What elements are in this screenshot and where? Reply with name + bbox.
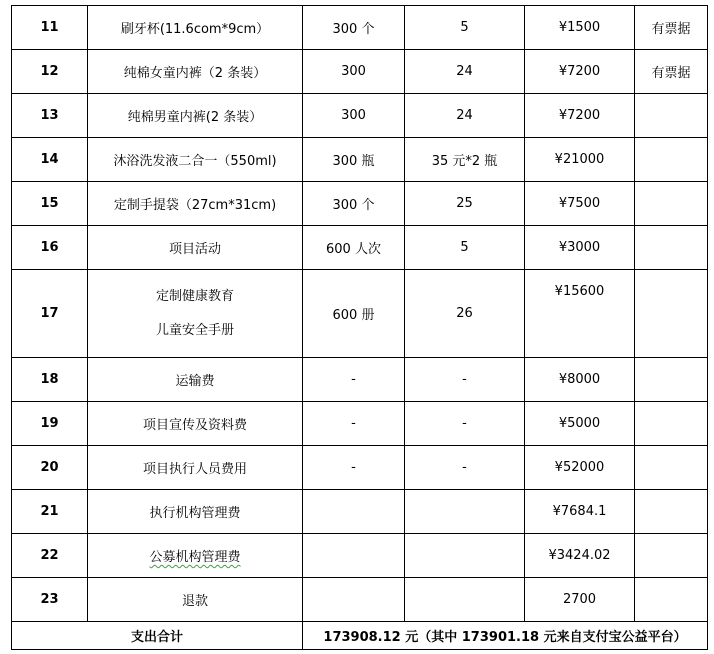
- item-amount: ¥3000: [525, 226, 635, 270]
- row-number: 12: [12, 50, 88, 94]
- item-quantity: -: [303, 358, 405, 402]
- total-value: 173908.12 元（其中 173901.18 元来自支付宝公益平台）: [303, 622, 708, 650]
- item-quantity: 300 个: [303, 182, 405, 226]
- item-unit-price: 5: [405, 226, 525, 270]
- table-row: [12, 446, 708, 490]
- table-row: [12, 534, 708, 578]
- item-amount: ¥5000: [525, 402, 635, 446]
- table-row: [12, 50, 708, 94]
- table-row: [12, 402, 708, 446]
- total-label: 支出合计: [12, 622, 303, 650]
- item-name: 退款: [88, 578, 303, 622]
- item-amount: 2700: [525, 578, 635, 622]
- table-row: [12, 94, 708, 138]
- item-unit-price: [405, 534, 525, 578]
- item-quantity: -: [303, 446, 405, 490]
- expense-table: [11, 5, 708, 650]
- item-name: 项目宣传及资料费: [88, 402, 303, 446]
- item-amount: ¥7200: [525, 50, 635, 94]
- row-number: 21: [12, 490, 88, 534]
- item-quantity: [303, 534, 405, 578]
- item-amount: ¥15600: [525, 270, 635, 358]
- item-note: [635, 226, 708, 270]
- item-unit-price: [405, 490, 525, 534]
- item-name: 项目执行人员费用: [88, 446, 303, 490]
- row-number: 19: [12, 402, 88, 446]
- table-row: [12, 182, 708, 226]
- item-note: [635, 138, 708, 182]
- row-number: 22: [12, 534, 88, 578]
- item-unit-price: 5: [405, 6, 525, 50]
- item-unit-price: [405, 578, 525, 622]
- item-note: [635, 578, 708, 622]
- item-note: 有票据: [635, 50, 708, 94]
- item-unit-price: 35 元*2 瓶: [405, 138, 525, 182]
- item-name: 运输费: [88, 358, 303, 402]
- item-amount: ¥21000: [525, 138, 635, 182]
- item-quantity: 600 册: [303, 270, 405, 358]
- item-note: [635, 534, 708, 578]
- row-number: 18: [12, 358, 88, 402]
- row-number: 20: [12, 446, 88, 490]
- table-row: [12, 226, 708, 270]
- item-note: [635, 182, 708, 226]
- table-row: [12, 138, 708, 182]
- item-quantity: 300: [303, 50, 405, 94]
- row-number: 15: [12, 182, 88, 226]
- item-name: 执行机构管理费: [88, 490, 303, 534]
- item-name: 纯棉女童内裤（2 条装）: [88, 50, 303, 94]
- row-number: 23: [12, 578, 88, 622]
- item-name-text: 公募机构管理费: [149, 550, 241, 565]
- item-name-line-1: 定制健康教育: [155, 288, 234, 304]
- item-note: [635, 270, 708, 358]
- item-quantity: 300 个: [303, 6, 405, 50]
- item-note: [635, 490, 708, 534]
- table-row: [12, 490, 708, 534]
- total-row: [12, 622, 708, 650]
- item-name: [88, 270, 303, 358]
- item-amount: ¥8000: [525, 358, 635, 402]
- item-unit-price: 25: [405, 182, 525, 226]
- item-note: [635, 94, 708, 138]
- item-name: 刷牙杯(11.6com*9cm）: [88, 6, 303, 50]
- item-amount: ¥7684.1: [525, 490, 635, 534]
- item-unit-price: -: [405, 358, 525, 402]
- item-note: [635, 402, 708, 446]
- item-name: 定制手提袋（27cm*31cm): [88, 182, 303, 226]
- item-amount: ¥7500: [525, 182, 635, 226]
- item-name: 沐浴洗发液二合一（550ml): [88, 138, 303, 182]
- row-number: 11: [12, 6, 88, 50]
- row-number: 14: [12, 138, 88, 182]
- item-name: 项目活动: [88, 226, 303, 270]
- item-amount: ¥52000: [525, 446, 635, 490]
- row-number: 16: [12, 226, 88, 270]
- item-quantity: [303, 490, 405, 534]
- item-note: [635, 358, 708, 402]
- item-unit-price: 24: [405, 50, 525, 94]
- item-amount: ¥3424.02: [525, 534, 635, 578]
- item-quantity: -: [303, 402, 405, 446]
- item-unit-price: 26: [405, 270, 525, 358]
- table-row: [12, 270, 708, 358]
- item-name: [88, 534, 303, 578]
- item-amount: ¥7200: [525, 94, 635, 138]
- item-quantity: 300 瓶: [303, 138, 405, 182]
- row-number: 17: [12, 270, 88, 358]
- item-quantity: [303, 578, 405, 622]
- item-quantity: 300: [303, 94, 405, 138]
- item-unit-price: -: [405, 446, 525, 490]
- item-quantity: 600 人次: [303, 226, 405, 270]
- item-amount: ¥1500: [525, 6, 635, 50]
- table-row: [12, 358, 708, 402]
- item-unit-price: -: [405, 402, 525, 446]
- item-note: 有票据: [635, 6, 708, 50]
- item-unit-price: 24: [405, 94, 525, 138]
- item-name-line-2: 儿童安全手册: [155, 322, 234, 338]
- table-row: [12, 6, 708, 50]
- item-name: 纯棉男童内裤(2 条装）: [88, 94, 303, 138]
- item-note: [635, 446, 708, 490]
- row-number: 13: [12, 94, 88, 138]
- line-spacer: [88, 307, 302, 321]
- table-row: [12, 578, 708, 622]
